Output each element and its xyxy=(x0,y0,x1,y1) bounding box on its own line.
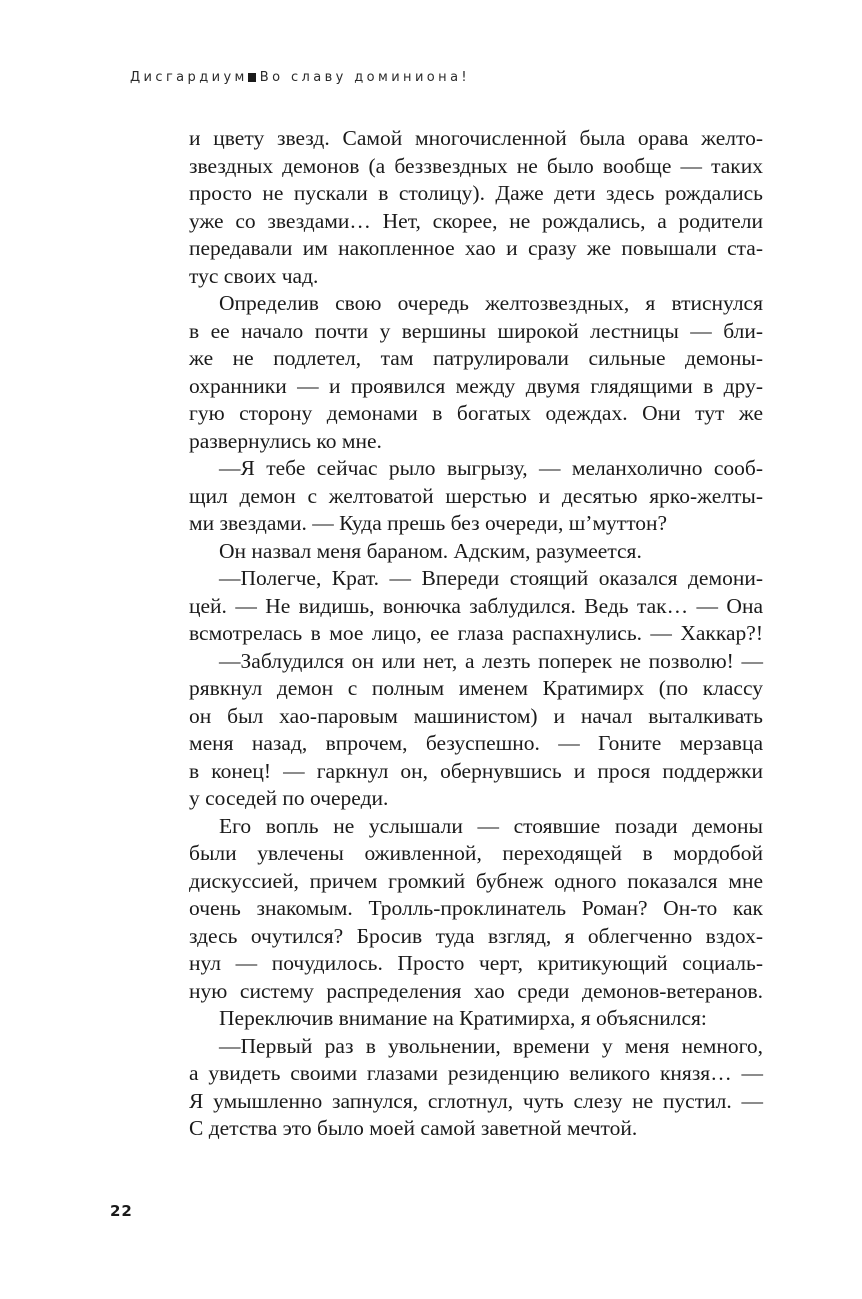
text-line: всмотрелась в мое лицо, ее глаза распахнулись. — Хаккар?! xyxy=(189,621,763,645)
text-line: Переключив внимание на Кратимирха, я объяснился: xyxy=(219,1006,707,1030)
header-separator-square xyxy=(248,73,256,82)
text-line: же не подлетел, там патрулировали сильные демоны- xyxy=(189,346,763,370)
text-line: у соседей по очереди. xyxy=(189,786,389,810)
text-line: просто не пускали в столицу). Даже дети здесь рождались xyxy=(189,181,763,205)
text-line: —Первый раз в увольнении, времени у меня немного, xyxy=(219,1033,763,1058)
text-line: уже со звездами… Нет, скорее, не рождались, а родители xyxy=(189,208,763,233)
text-line: цей. — Не видишь, вонючка заблудился. Ведь так… — Она xyxy=(189,593,763,618)
body-text xyxy=(189,125,763,1143)
book-title: Дисгардиум xyxy=(130,70,248,85)
text-line: Его вопль не услышали — стоявшие позади демоны xyxy=(219,813,763,838)
text-line: развернулись ко мне. xyxy=(189,428,382,453)
text-line: передавали им накопленное хао и сразу же повышали ста- xyxy=(189,236,763,260)
text-line: Я умышленно запнулся, сглотнул, чуть слезу не пустил. — xyxy=(189,1088,763,1113)
text-line: он был хао-паровым машинистом) и начал выталкивать xyxy=(189,703,763,728)
text-line: здесь очутился? Бросив туда взгляд, я облегченно вздох- xyxy=(189,923,763,948)
text-line: Он назвал меня бараном. Адским, разумеется. xyxy=(219,538,642,563)
text-line: очень знакомым. Тролль-проклинатель Роман? Он-то как xyxy=(189,896,763,920)
text-line: и цвету звезд. Самой многочисленной была орава желто- xyxy=(189,126,763,150)
text-line: тус своих чад. xyxy=(189,263,319,288)
chapter-title: Во славу доминиона! xyxy=(259,70,471,85)
text-line: ную систему распределения хао среди демонов-ветеранов. xyxy=(189,978,763,1003)
text-line: —Заблудился он или нет, а лезть поперек не позволю! — xyxy=(219,648,763,673)
text-line: Определив свою очередь желтозвездных, я втиснулся xyxy=(219,291,763,315)
text-line: нул — почудилось. Просто черт, критикующий социаль- xyxy=(189,951,763,975)
text-line: в конец! — гаркнул он, обернувшись и прося поддержки xyxy=(189,758,763,783)
text-line: в ее начало почти у вершины широкой лестницы — бли- xyxy=(189,318,763,343)
text-line: звездных демонов (а беззвездных не было вообще — таких xyxy=(189,153,763,178)
text-line: —Полегче, Крат. — Впереди стоящий оказался демони- xyxy=(219,566,763,590)
text-line: гую сторону демонами в богатых одеждах. Они тут же xyxy=(189,401,763,425)
page-number: 22 xyxy=(110,1202,133,1220)
text-line: рявкнул демон с полным именем Кратимирх (по классу xyxy=(189,676,763,700)
text-line: охранники — и проявился между двумя глядящими в дру- xyxy=(189,373,763,398)
text-line: ми звездами. — Куда прешь без очереди, ш’муттон? xyxy=(189,511,668,535)
text-line: С детства это было моей самой заветной мечтой. xyxy=(189,1116,638,1140)
text-line: —Я тебе сейчас рыло выгрызу, — меланхолично сооб- xyxy=(219,456,763,480)
running-head xyxy=(130,70,470,85)
text-line: а увидеть своими глазами резиденцию великого князя… — xyxy=(189,1061,763,1085)
text-line: дискуссией, причем громкий бубнеж одного показался мне xyxy=(189,868,763,893)
text-line: были увлечены оживленной, переходящей в мордобой xyxy=(189,841,763,865)
text-line: меня назад, впрочем, безуспешно. — Гоните мерзавца xyxy=(189,731,763,755)
text-line: щил демон с желтоватой шерстью и десятью ярко-желты- xyxy=(189,483,763,508)
